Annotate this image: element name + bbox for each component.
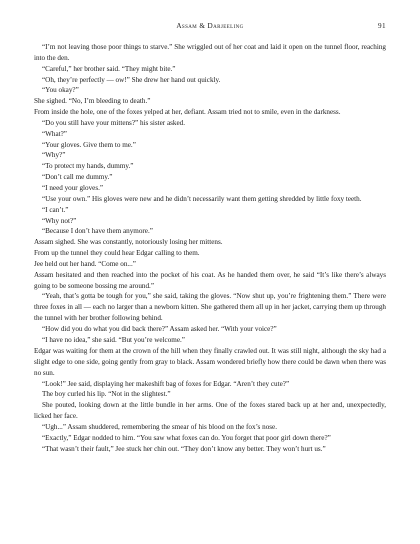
paragraph: “Why not?”: [42, 216, 77, 225]
paragraph: “Oh, they’re perfectly — ow!” She drew her hand out quickly.: [42, 75, 221, 84]
paragraph: “That wasn’t their fault,” Jee stuck her chin out. “They don’t know any better. They won’t hurt us.”: [42, 444, 326, 453]
paragraph: Assam hesitated and then reached into the pocket of his coat. As he handed them over, he said “It’s like there’s always going to be someone bossing me around.”: [34, 270, 386, 290]
paragraph: “I have no idea,” she said. “But you’re welcome.”: [42, 335, 185, 344]
paragraph: “To protect my hands, dummy.”: [42, 162, 134, 171]
paragraph: “Ugh...” Assam shuddered, remembering the smear of his blood on the fox’s nose.: [42, 422, 277, 431]
paragraph: “Why?”: [42, 151, 66, 160]
page-number: 91: [378, 22, 386, 30]
paragraph: She sighed. “No, I’m bleeding to death.”: [34, 97, 151, 106]
text-section-2: [34, 346, 386, 454]
running-header: [34, 22, 386, 34]
paragraph: “Because I don’t have them anymore.”: [42, 227, 153, 236]
paragraph: Jee held out her hand. “Come on...”: [34, 259, 136, 268]
paragraph: “How did you do what you did back there?” Assam asked her. “With your voice?”: [42, 324, 277, 333]
paragraph: “What?”: [42, 129, 67, 138]
paragraph: “Look!” Jee said, displaying her makeshift bag of foxes for Edgar. “Aren’t they cute?”: [42, 379, 290, 388]
paragraph: “I can’t.”: [42, 205, 69, 214]
running-title: Assam & Darjeeling: [176, 22, 244, 30]
paragraph: “I need your gloves.”: [42, 183, 104, 192]
paragraph: “You okay?”: [42, 86, 79, 95]
paragraph: “Do you still have your mittens?” his sister asked.: [42, 118, 185, 127]
paragraph: From up the tunnel they could hear Edgar calling to them.: [34, 249, 200, 258]
paragraph: “Exactly,” Edgar nodded to him. “You saw what foxes can do. You forget that poor girl down there?”: [42, 433, 331, 442]
paragraph: “Your gloves. Give them to me.”: [42, 140, 136, 149]
paragraph: Assam sighed. She was constantly, notoriously losing her mittens.: [34, 238, 223, 247]
paragraph: She pouted, looking down at the little bundle in her arms. One of the foxes stared back up at her and, unexpectedly, licked her face.: [34, 401, 386, 421]
paragraph: “Careful,” her brother said. “They might bite.”: [42, 64, 176, 73]
paragraph: “Use your own.” His gloves were new and he didn’t necessarily want them getting shredded by little foxy teeth.: [42, 194, 362, 203]
text-section-1: [34, 42, 386, 346]
paragraph: “I’m not leaving those poor things to starve.” She wriggled out of her coat and laid it open on the tunnel floor, reaching into the den.: [34, 43, 386, 62]
paragraph: From inside the hole, one of the foxes yelped at her, defiant. Assam tried not to smile, even in the darkness.: [34, 108, 341, 117]
paragraph: Edgar was waiting for them at the crown of the hill when they finally crawled out. It was still night, although the sky had a slight edge to one side, going gently from gray to black. Assam wondered briefly how there could be dawn when there was no sun.: [34, 347, 386, 377]
paragraph: The boy curled his lip. “Not in the slightest.”: [42, 390, 171, 399]
paragraph: “Yeah, that’s gotta be tough for you,” she said, taking the gloves. “Now shut up, you’re frightening them.” There were three foxes in all — each no larger than a newborn kitten. She gathered them all up in her jacket, carrying them up through the tunnel with her brother following behind.: [34, 292, 386, 323]
paragraph: “Don’t call me dummy.”: [42, 173, 113, 182]
